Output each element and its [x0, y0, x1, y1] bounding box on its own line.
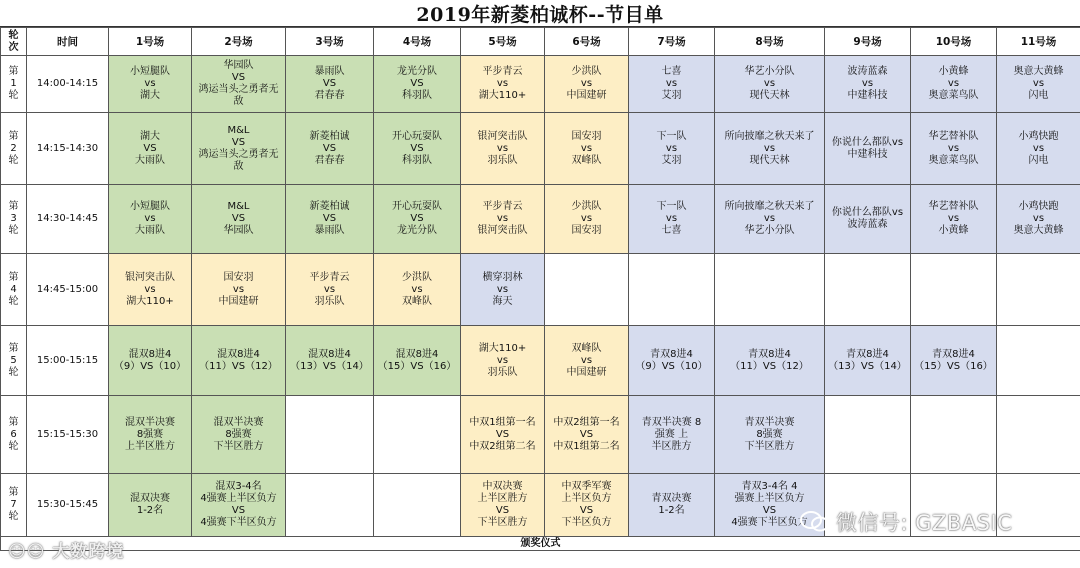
- match-line: 混双半决赛: [213, 416, 264, 428]
- round-row: [1, 185, 1080, 254]
- match-line: 上半区胜方: [125, 440, 175, 452]
- match-line: 上半区胜方: [477, 493, 528, 504]
- match-line: 青双半决赛 8: [641, 416, 702, 428]
- match-line: VS: [410, 213, 424, 224]
- match-cell: [911, 185, 997, 254]
- header-court-3: 3号场: [286, 28, 374, 56]
- match-cell: [545, 113, 629, 185]
- match-cell: [997, 56, 1080, 113]
- match-line: 小黄蜂: [938, 225, 969, 236]
- match-line: 暴雨队: [314, 66, 345, 77]
- match-line: 鸿运当头之勇者无敌: [198, 84, 279, 107]
- match-line: 湖大110+: [478, 90, 527, 101]
- match-line: 华园队: [223, 225, 254, 236]
- match-line: 波涛蓝森: [847, 219, 888, 230]
- empty-cell: [825, 254, 911, 326]
- match-line: 国安羽: [223, 271, 254, 283]
- match-line: 混双8进4: [308, 348, 351, 360]
- match-cell: [911, 56, 997, 113]
- match-line: 艾羽: [661, 154, 682, 166]
- match-cell: [374, 326, 461, 396]
- header-row: [1, 28, 1080, 56]
- match-line: 鸿运当头之勇者无敌: [198, 148, 279, 172]
- match-cell: [109, 326, 192, 396]
- match-line: 平步青云: [309, 271, 350, 283]
- match-line: 所向披靡之秋天来了: [724, 201, 815, 212]
- match-cell: [461, 113, 545, 185]
- match-line: 奥意大黄蜂: [1013, 225, 1064, 236]
- match-line: （15）VS（16）: [377, 360, 457, 372]
- match-line: vs: [232, 283, 245, 295]
- match-line: 小鸡快跑: [1018, 201, 1059, 212]
- match-line: 小短腿队: [130, 201, 170, 212]
- match-line: vs: [144, 283, 156, 295]
- match-line: 小短腿队: [130, 66, 170, 77]
- match-line: VS: [410, 78, 424, 89]
- empty-cell: [825, 396, 911, 474]
- round-time: 15:15-15:30: [27, 396, 109, 474]
- match-line: VS: [322, 78, 337, 89]
- match-line: 华艺小分队: [744, 225, 795, 236]
- match-cell: [109, 254, 192, 326]
- match-cell: [286, 56, 374, 113]
- match-line: 湖大: [140, 130, 160, 142]
- empty-cell: [629, 254, 715, 326]
- match-line: 中国建研: [218, 295, 259, 307]
- match-line: （11）VS（12）: [730, 360, 809, 372]
- round-time: 14:00-14:15: [27, 56, 109, 113]
- match-line: 下半区胜方: [477, 517, 528, 528]
- match-cell: [461, 396, 545, 474]
- empty-cell: [911, 254, 997, 326]
- match-line: VS: [231, 136, 246, 148]
- round-row: [1, 254, 1080, 326]
- header-court-10: 10号场: [911, 28, 997, 56]
- match-line: vs: [496, 283, 509, 295]
- match-line: 所向披靡之秋天来了: [724, 130, 815, 142]
- empty-cell: [286, 474, 374, 537]
- match-line: 少洪队: [571, 66, 602, 77]
- match-line: 青双8进4: [846, 348, 889, 360]
- round-time: 14:15-14:30: [27, 113, 109, 185]
- match-line: vs: [763, 213, 776, 224]
- match-cell: [629, 185, 715, 254]
- match-line: 双峰队: [571, 342, 602, 354]
- match-line: vs: [580, 213, 593, 224]
- match-line: 小黄蜂: [938, 66, 969, 77]
- match-cell: [629, 396, 715, 474]
- match-line: 波涛蓝森: [847, 66, 888, 77]
- match-line: 海天: [492, 295, 513, 307]
- empty-cell: [374, 474, 461, 537]
- match-cell: [545, 56, 629, 113]
- match-line: 中双1组第二名: [553, 440, 620, 452]
- match-line: 青双半决赛: [744, 416, 795, 428]
- match-line: vs: [144, 213, 156, 224]
- wechat-icon: [800, 510, 830, 534]
- round-row: [1, 56, 1080, 113]
- match-line: 湖大110+: [478, 342, 527, 354]
- empty-cell: [911, 396, 997, 474]
- match-line: M&L: [227, 201, 250, 212]
- match-line: 下一队: [656, 201, 687, 212]
- empty-cell: [997, 254, 1080, 326]
- match-cell: [715, 396, 825, 474]
- match-line: VS: [322, 142, 337, 154]
- match-cell: [715, 326, 825, 396]
- match-cell: [109, 185, 192, 254]
- match-line: 奥意菜鸟队: [928, 90, 979, 101]
- round-label: 第1轮: [1, 56, 27, 113]
- match-line: vs: [947, 142, 960, 154]
- match-line: 青双8进4: [932, 348, 975, 360]
- match-line: 暴雨队: [314, 225, 345, 236]
- match-line: vs: [665, 78, 678, 89]
- match-line: 龙光分队: [397, 225, 437, 236]
- match-line: vs: [496, 354, 509, 366]
- match-cell: [192, 254, 286, 326]
- match-line: 8强赛: [136, 428, 164, 440]
- match-line: vs: [580, 142, 593, 154]
- match-line: vs: [947, 213, 960, 224]
- match-line: （11）VS（12）: [199, 360, 278, 372]
- page-title: 2019年新菱柏诚杯--节目单: [0, 0, 1080, 27]
- match-line: vs: [496, 78, 509, 89]
- match-line: 下半区胜方: [213, 440, 264, 452]
- match-line: 开心玩耍队: [392, 201, 442, 212]
- match-line: 平步青云: [482, 201, 523, 212]
- match-line: 你说什么都队vs: [831, 207, 904, 218]
- match-line: 开心玩耍队: [392, 130, 442, 142]
- round-row: [1, 113, 1080, 185]
- match-cell: [374, 185, 461, 254]
- header-court-5: 5号场: [461, 28, 545, 56]
- match-cell: [461, 56, 545, 113]
- match-cell: [825, 185, 911, 254]
- match-cell: [629, 326, 715, 396]
- match-cell: [545, 185, 629, 254]
- match-cell: [374, 254, 461, 326]
- match-line: 华园队: [223, 60, 254, 71]
- match-line: （9）VS（10）: [113, 360, 187, 372]
- round-row: [1, 326, 1080, 396]
- match-line: 4强赛下半区负方: [200, 517, 277, 528]
- watermark-right: 微信号: GZBASIC: [800, 507, 1012, 537]
- match-line: VS: [495, 505, 510, 516]
- match-cell: [192, 56, 286, 113]
- match-line: 七喜: [661, 66, 682, 77]
- match-line: vs: [411, 283, 423, 295]
- header-round: 轮次: [1, 28, 27, 56]
- match-line: vs: [496, 213, 509, 224]
- match-cell: [374, 56, 461, 113]
- match-cell: [997, 113, 1080, 185]
- match-line: 横穿羽林: [482, 271, 523, 283]
- match-line: 七喜: [661, 225, 682, 236]
- match-line: 新菱柏诚: [309, 201, 350, 212]
- match-line: 混双8进4: [395, 348, 439, 360]
- match-cell: [545, 474, 629, 537]
- match-line: 强赛 上: [654, 428, 689, 440]
- empty-cell: [286, 396, 374, 474]
- match-line: 国安羽: [571, 225, 602, 236]
- footer-row: [1, 537, 1080, 551]
- round-time: 14:30-14:45: [27, 185, 109, 254]
- match-cell: [286, 113, 374, 185]
- header-time: 时间: [27, 28, 109, 56]
- match-line: vs: [947, 78, 960, 89]
- match-cell: [286, 254, 374, 326]
- match-line: VS: [579, 428, 594, 440]
- match-line: 1-2名: [658, 505, 685, 516]
- match-line: 下半区胜方: [744, 440, 795, 452]
- round-label: 第5轮: [1, 326, 27, 396]
- match-cell: [911, 113, 997, 185]
- header-court-7: 7号场: [629, 28, 715, 56]
- round-label: 第2轮: [1, 113, 27, 185]
- match-line: 羽乐队: [314, 295, 345, 307]
- match-line: 羽乐队: [487, 154, 518, 166]
- match-cell: [109, 396, 192, 474]
- match-line: 银河突击队: [125, 271, 175, 283]
- match-line: vs: [1032, 142, 1045, 154]
- match-line: 大雨队: [135, 154, 165, 166]
- match-line: VS: [231, 505, 246, 516]
- match-line: 8强赛: [756, 428, 783, 440]
- match-cell: [192, 113, 286, 185]
- match-cell: [629, 474, 715, 537]
- match-cell: [192, 185, 286, 254]
- match-line: 奥意大黄蜂: [1013, 66, 1064, 77]
- match-line: 你说什么都队vs: [831, 136, 904, 148]
- header-court-2: 2号场: [192, 28, 286, 56]
- match-cell: [825, 326, 911, 396]
- match-cell: [109, 56, 192, 113]
- match-cell: [825, 56, 911, 113]
- match-line: 中建科技: [847, 90, 888, 101]
- match-line: vs: [665, 142, 678, 154]
- match-line: 强赛上半区负方: [734, 493, 805, 504]
- header-court-9: 9号场: [825, 28, 911, 56]
- match-line: vs: [861, 78, 874, 89]
- match-cell: [715, 113, 825, 185]
- match-line: 龙光分队: [397, 66, 437, 77]
- match-line: 银河突击队: [477, 225, 528, 236]
- match-line: 奥意菜鸟队: [928, 154, 979, 166]
- match-line: VS: [143, 142, 157, 154]
- match-line: 少洪队: [571, 201, 602, 212]
- match-cell: [629, 56, 715, 113]
- match-line: 1-2名: [136, 505, 164, 516]
- round-time: 15:30-15:45: [27, 474, 109, 537]
- match-line: 平步青云: [482, 66, 523, 77]
- match-line: 中国建研: [566, 90, 607, 101]
- match-line: VS: [495, 428, 510, 440]
- match-line: VS: [231, 72, 246, 83]
- match-cell: [286, 326, 374, 396]
- match-cell: [374, 113, 461, 185]
- match-line: vs: [665, 213, 678, 224]
- match-line: 中双决赛: [482, 481, 523, 492]
- match-line: vs: [763, 142, 776, 154]
- match-line: （9）VS（10）: [635, 360, 708, 372]
- match-line: 4强赛上半区负方: [200, 493, 277, 504]
- match-line: vs: [763, 78, 776, 89]
- award-ceremony: 颁奖仪式: [1, 537, 1080, 551]
- match-line: 华艺小分队: [744, 66, 795, 77]
- match-line: vs: [1032, 78, 1045, 89]
- match-line: 湖大: [140, 90, 160, 101]
- match-line: 8强赛: [225, 428, 252, 440]
- round-time: 14:45-15:00: [27, 254, 109, 326]
- match-cell: [192, 474, 286, 537]
- match-cell: [109, 113, 192, 185]
- match-cell: [461, 326, 545, 396]
- match-line: vs: [144, 78, 156, 89]
- match-line: vs: [580, 78, 593, 89]
- match-line: 半区胜方: [651, 440, 692, 452]
- match-line: 青双8进4: [650, 348, 693, 360]
- match-line: 混双3-4名: [215, 481, 262, 492]
- match-line: 科羽队: [402, 154, 432, 166]
- match-line: 青双8进4: [748, 348, 791, 360]
- match-line: 华艺替补队: [928, 130, 979, 142]
- header-court-4: 4号场: [374, 28, 461, 56]
- match-line: （13）VS（14）: [828, 360, 907, 372]
- match-cell: [286, 185, 374, 254]
- empty-cell: [374, 396, 461, 474]
- match-cell: [997, 185, 1080, 254]
- match-line: 中双季军赛: [561, 481, 612, 492]
- round-label: 第4轮: [1, 254, 27, 326]
- match-line: 双峰队: [402, 295, 432, 307]
- schedule-table: [0, 27, 1080, 551]
- header-court-6: 6号场: [545, 28, 629, 56]
- watermark-left: ☺☺ 大数跨境: [8, 542, 125, 562]
- match-line: （15）VS（16）: [914, 360, 993, 372]
- match-cell: [461, 185, 545, 254]
- match-line: 混双8进4: [217, 348, 260, 360]
- round-label: 第3轮: [1, 185, 27, 254]
- match-cell: [825, 113, 911, 185]
- empty-cell: [997, 326, 1080, 396]
- match-line: 中国建研: [566, 366, 607, 378]
- match-line: 青双决赛: [651, 493, 692, 504]
- match-cell: [911, 326, 997, 396]
- match-line: 新菱柏诚: [309, 130, 350, 142]
- match-line: 双峰队: [571, 154, 602, 166]
- match-cell: [715, 185, 825, 254]
- match-line: 中双2组第二名: [469, 440, 536, 452]
- round-label: 第7轮: [1, 474, 27, 537]
- match-line: 中建科技: [847, 148, 888, 160]
- header-court-1: 1号场: [109, 28, 192, 56]
- match-line: 中双1组第一名: [469, 416, 536, 428]
- round-label: 第6轮: [1, 396, 27, 474]
- match-line: 混双决赛: [130, 493, 170, 504]
- match-line: 银河突击队: [477, 130, 528, 142]
- match-cell: [629, 113, 715, 185]
- match-line: 羽乐队: [487, 366, 518, 378]
- match-line: vs: [1032, 213, 1045, 224]
- match-line: 现代天林: [749, 154, 790, 166]
- match-line: 少洪队: [402, 271, 432, 283]
- match-line: VS: [410, 142, 424, 154]
- match-line: VS: [231, 213, 246, 224]
- match-line: 混双半决赛: [125, 416, 175, 428]
- match-line: 君春春: [314, 90, 345, 101]
- match-line: 闪电: [1028, 154, 1049, 166]
- match-line: M&L: [227, 124, 250, 136]
- match-line: VS: [579, 505, 594, 516]
- match-cell: [545, 326, 629, 396]
- match-line: 下一队: [656, 130, 687, 142]
- header-court-11: 11号场: [997, 28, 1080, 56]
- match-line: 现代天林: [749, 90, 790, 101]
- match-cell: [192, 396, 286, 474]
- match-cell: [461, 474, 545, 537]
- match-line: 艾羽: [661, 90, 682, 101]
- match-line: vs: [323, 283, 336, 295]
- match-line: VS: [762, 505, 777, 516]
- match-line: vs: [496, 142, 509, 154]
- match-line: 华艺替补队: [928, 201, 979, 212]
- match-cell: [192, 326, 286, 396]
- match-line: 上半区负方: [561, 493, 612, 504]
- empty-cell: [715, 254, 825, 326]
- match-line: 青双3-4名 4: [741, 481, 798, 492]
- empty-cell: [545, 254, 629, 326]
- match-line: 大雨队: [135, 225, 165, 236]
- match-line: 混双8进4: [128, 348, 172, 360]
- match-line: vs: [580, 354, 593, 366]
- match-line: 湖大110+: [126, 295, 174, 307]
- match-line: 科羽队: [402, 90, 432, 101]
- match-cell: [715, 56, 825, 113]
- match-line: 4强赛下半区负方: [731, 517, 808, 528]
- match-line: 中双2组第一名: [553, 416, 620, 428]
- header-court-8: 8号场: [715, 28, 825, 56]
- empty-cell: [997, 396, 1080, 474]
- round-time: 15:00-15:15: [27, 326, 109, 396]
- match-line: VS: [322, 213, 337, 224]
- match-line: 国安羽: [571, 130, 602, 142]
- match-cell: [545, 396, 629, 474]
- match-line: 闪电: [1028, 90, 1049, 101]
- round-row: [1, 396, 1080, 474]
- match-cell: [109, 474, 192, 537]
- watermark-logo-icon: ☺☺: [8, 542, 53, 562]
- match-line: 君春春: [314, 154, 345, 166]
- match-line: 下半区负方: [561, 517, 612, 528]
- match-line: 小鸡快跑: [1018, 130, 1059, 142]
- match-cell: [461, 254, 545, 326]
- match-line: （13）VS（14）: [290, 360, 369, 372]
